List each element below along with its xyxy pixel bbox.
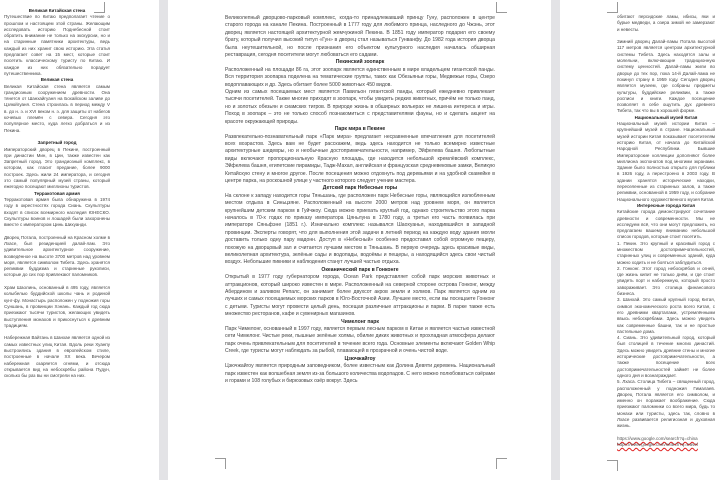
margin-corner-mark: [607, 460, 618, 471]
paragraph: Путешествие по Китаю предполагает чтение о прошлом и настоящем этой страны. Желающим исследовать историю Поднебесной стоит обратить внимание не только на экскурсии, но и на старинные памятники архитектуры, ведь каждый из них хранит свою историю. Эта статья предлагает совет на 15 мест, которые стоит посетить классическому туристу по Китаю. И каждое из них обязательно порадует путешественника.: [4, 14, 110, 76]
section-heading: Детский парк Небесные горы: [322, 185, 398, 192]
hyperlink[interactable]: https://www.google.com/search?q=travel: [617, 442, 698, 448]
paragraph: Набережная Вайтань в Шанхае является одной из самых известных улиц Китая. Вдоль реки Хуанпу выстроились здания в европейском стиле, построенные в начале XX века. Вечером набережная озаряется огнями, и отсюда открывается вид на небоскрёбы района Пудун, сколько бы раз вы ни смотрели на них.: [4, 335, 110, 379]
section-heading: Пекинский зоопарк: [335, 59, 385, 66]
paragraph: Китайские города демонстрируют сочетание древности и современности. Мы не исследуем всё, что они могут предложить, но предлагаем вашему вниманию небольшой список городов, которые стоит посетить.: [617, 209, 715, 240]
section-heading: Терракотовая армия: [34, 190, 80, 196]
page-text[interactable]: [617, 14, 715, 448]
section-heading: Цзючжайгоу: [344, 355, 376, 362]
margin-corner-mark: [607, 2, 618, 13]
section-heading: Парк мира в Пекине: [334, 126, 386, 133]
paragraph: Национальный музей истории Китая – крупнейший музей в стране. Национальный музей истории Китая показывает посетителям историю Китая, от начала до Китайской Народной Республики. Бывшие Императорские коллекции дополняют более миллиона экспонатов под многими экранами. Здание было полностью открыто для публики в 1926 году, а перестроено в 2003 году. В здании хранятся исторические находки, переселенные из старинных залов, а также реликвии, основанной в 1959 году, и собрание Национального художественного музея Китая.: [617, 121, 715, 202]
paragraph: Развлекательно-познавательный парк «Парк мира» предлагает несравненные впечатления для посетителей всех возрастов. Здесь вам не будет расскажем, ведь здесь находится не только всемирно известные архитектурные шедевры, но и необычные достопримечательности, например, Эйфелева башня. Любопытные виды включают пропорциональную Красную площадь, где находится небольшой кремлёвский комплекс, Эйфелева башня, египетские пирамиды, Тадж-Махал, английская и французская средневековые замки, Великую Китайскую стену и многое другое. После посещения можно отдохнуть под деревьями и на удобной скамейке в центре парка, на роскошной улице у частного которого следует учение мастера.: [225, 133, 495, 184]
paragraph: Одним из самых посещаемых мест является Павильон гигантской панды, который ежедневно привлекает тысячи посетителей. Также многие приходят в зоопарк, чтобы увидеть редких животных, причём не только панд, но и золотых обезьян и сиамских тигров. В природе жизнь в обширных вольерах не лишена интереса и игры. Поход в зоопарк – это не только способ познакомиться с представителями фауны, но и сделать акцент на красоте окружающей природы.: [225, 89, 495, 125]
margin-corner-mark: [496, 458, 507, 469]
paragraph: 1. Пекин. Это крупный и красивый город с множеством достопримечательностей, старинных улиц и современных зданий, куда можно ходить и не бояться заблудиться.: [617, 240, 715, 265]
paragraph: На склоне к западу находится горы Тяньшань, где расположен парк Небесные горы, являющийся излюбленным местом отдыха в Синьцзяне. Расположенный на высоте 2000 метров над уровнем моря, он является крупнейшим детским парком в Гуйчжоу. Сюда можно приехать круглый год, однако строительство этого парка началось в 70-х годах по приказу императора Цяньлуна в 1780 году, а третья его часть появилась при императоре Сяньфэне (1851 г.). Изначально комплекс назывался Шаохуанья, находившийся в западной провинции. Эксперты говорят, что для выполнения этой задачи в летний период на каждую воду здания могли доставить только одну пару мадонн. Доступ в «Небесный» особенно предоставил собой огромную пещеру, похожую на дворцовый зал и считается лучшим местом в Тяньшань. В первую очередь здесь красивые виды, великолепная архитектура, зелёные сады и водопады, водоёмы и пещеры, а находящийся здесь свои чистый воздух. Небольшие пикники и наблюдения станут лучшей частью отдыха.: [225, 192, 495, 266]
paragraph: Цзючжайгоу является природным заповедником, более известным как Долина Девяти деревень. Национальный парк известен как волшебная земля из-за большого количества водопадов. С него можно полюбоваться озёрами и горами и 108 голубых и бирюзовых озёр вокруг. Здесь: [225, 363, 495, 384]
paragraph: обитают персидские ламы, ибисы, яки и бурые медведи, а озера зимой не замерзают и невесты.: [617, 14, 715, 32]
paragraph: Открытый в 1977 году губернатором города, Ocean Park представляет собой парк морских животных и аттракционов, который широко известен в мире. Расположенный на северной стороне острова Гонконг, между Абердином и заливом Репалс, он занимает более двухсот акров земли и холмов. Парк является одним из лучших и самых посещаемых морских парков в Юго-Восточной Азии. Лучшее место, если вы посещаете Гонконг с детьми. Туристы могут провести целый день, посещая различные аттракционы и парки. В парке также есть множество ресторанов, кафе и сувенирных магазинов.: [225, 274, 495, 318]
paragraph: 2. Гонконг. Этот город небоскрёбов и огней, где жизнь кипит не только днём, и где стоит увидеть порт и набережную, который просто завораживает. Это столица финансового бизнеса.: [617, 265, 715, 297]
margin-corner-mark: [94, 2, 105, 13]
paragraph: Великолепный дворцово-парковый комплекс, когда-то принадлежавший принцу Гуну, расположен в центре старого города на канале Пекина. Построенный в 1777 году для любимого принца, наследного до Чжэнь, этот дворец является настоящей архитектурной жемчужиной Пекина. В 1851 году император подарил его своему брату, который получил высокий титул «Гун» в дворец стал называться Гунванфу. До 1982 года история дворца была неутешительной, но после признания его объектом культурного наследия началась обширная реставрация, сегодня посетители могут любоваться его садами.: [225, 15, 495, 59]
section-heading: Национальный музей Китая: [634, 114, 698, 120]
page-text[interactable]: [225, 15, 495, 385]
paragraph: Терракотовая армия была обнаружена в 1974 году в окрестностях города Сиань. Скульптуры входят в список всемирного наследия ЮНЕСКО. Скульптуры воинов и лошадей были захоронены вместе с императором Цинь Шихуанди.: [4, 196, 110, 228]
paragraph: Зимний дворец Далай-ламы Потала высотой 117 метров является центром архитектурной системы Тибета. Здесь находятся залы и молельни, включающие традиционную систему ценностей. Далай-ламы жили во дворце до тех пор, пока 14-й Далай-лама не покинул страну в 1959 году. Сегодня дворец является музеем, где собраны предметы культуры, буддийские реликвии, а также росписи и книги. Каждое посещение позволяет в себе ощутить дух древнего Тибета, так что вы в хорошей форме.: [617, 39, 715, 114]
section-heading: Великая стена: [40, 77, 74, 83]
paragraph: Парк Чимелонг, основанный в 1997 году, является первым лесным парком в Китае и является частью известной сети Чимелонг. Чистые реки, пышные зелёные холмы, обилие диких животных и прохладная атмосфера делают парк очень привлекательным для посетителей в течение всего года. Основные элементы включают Golden Whip Creek, где туристы могут наблюдать за рыбой, плавающей в прозрачной и очень чистой воде.: [225, 326, 495, 355]
margin-corner-mark: [215, 458, 226, 469]
document-page-left[interactable]: [0, 0, 159, 480]
document-page-center[interactable]: [168, 0, 551, 480]
section-heading: Интересные города Китая: [636, 202, 696, 208]
paragraph: Великая Китайская стена является самым грандиозным сооружением древности. Она тянется от Шанхайгуаня на Бохайском заливе до Цзяюйгуаня. Стена строилась в период между V в. до н. э. и XVI веком н. э. для защиты от набегов кочевых племён с севера. Сегодня это популярное место, куда легко добраться и из Пекина.: [4, 83, 110, 133]
paragraph: Расположенный на площади 86 га, этот зоопарк является единственным в мире владельцем гигантской панды. Вся территория зоопарка поделена на тематические группы, таких как Обезьяньи горы, Медвежьи горы, Озеро водоплавающих и др. Здесь обитает более 5000 животных 450 видов.: [225, 66, 495, 88]
section-heading: Чимелонг парк: [341, 318, 379, 325]
document-page-right[interactable]: [560, 0, 720, 480]
paragraph: 3. Шанхай. Это самый крупный город Китая, символ экономического роста всего Китая, с его древними кварталами, устремлёнными ввысь небоскрёбами. Здесь можно увидеть как современные башни, так и не простые пастельные дома.: [617, 297, 715, 334]
hyperlink[interactable]: https://www.google.com/search?q=china: [617, 435, 698, 441]
page-text[interactable]: [4, 8, 110, 380]
section-heading: Океанический парк в Гонконге: [321, 266, 399, 273]
section-heading: Запретный город: [37, 140, 77, 146]
paragraph: Храм Шаолинь, основанный в 495 году, является колыбелью буддийской школы чань и родиной кунг-фу. Монастырь расположен у подножия горы Суншань, в провинции Хэнань. Каждый год сюда приезжают тысячи туристов, желающих увидеть выступления монахов и прикоснуться к древним традициям.: [4, 285, 110, 328]
margin-corner-mark: [496, 2, 507, 13]
paragraph: 5. Лхаса. Столица Тибета – священный город, расположенный у подножия Гималаев. Дворец Потала является его символом, и именно он поражает воображение. Сюда приезжают паломники со всего мира, будь то монахи или туристы, здесь так, словно в Лхасе развивается религиозная и духовная жизнь.: [617, 379, 715, 429]
paragraph: Дворец Потала, построенный на Красном холме в Лхасе, был резиденцией далай-лам. Это удивительное архитектурное сооружение, возведённое на высоте 3700 метров над уровнем моря, является символом Тибета. Здесь хранятся реликвии буддизма и старинные рукописи, которые до сих пор привлекают паломников.: [4, 234, 110, 278]
section-heading: Великая Китайская стена: [28, 8, 86, 13]
paragraph: 4. Сиань. Это удивительный город, который был столицей в течение многих династий. Здесь можно увидеть древние стены и многие исторические достопримечательности, а также посещение всех достопримечательностей займёт не более одного дня и вознаграждает.: [617, 335, 715, 378]
paragraph: Императорский дворец в Пекине, построенный при династии Мин, в Цин, также известен как Запретный город. Это грандиозный комплекс, в котором, как гласит предание, более 9000 построек. Здесь жили 24 императора, и сегодня это самый популярный музей страны, который ежегодно посещают миллионы туристов.: [4, 146, 110, 190]
